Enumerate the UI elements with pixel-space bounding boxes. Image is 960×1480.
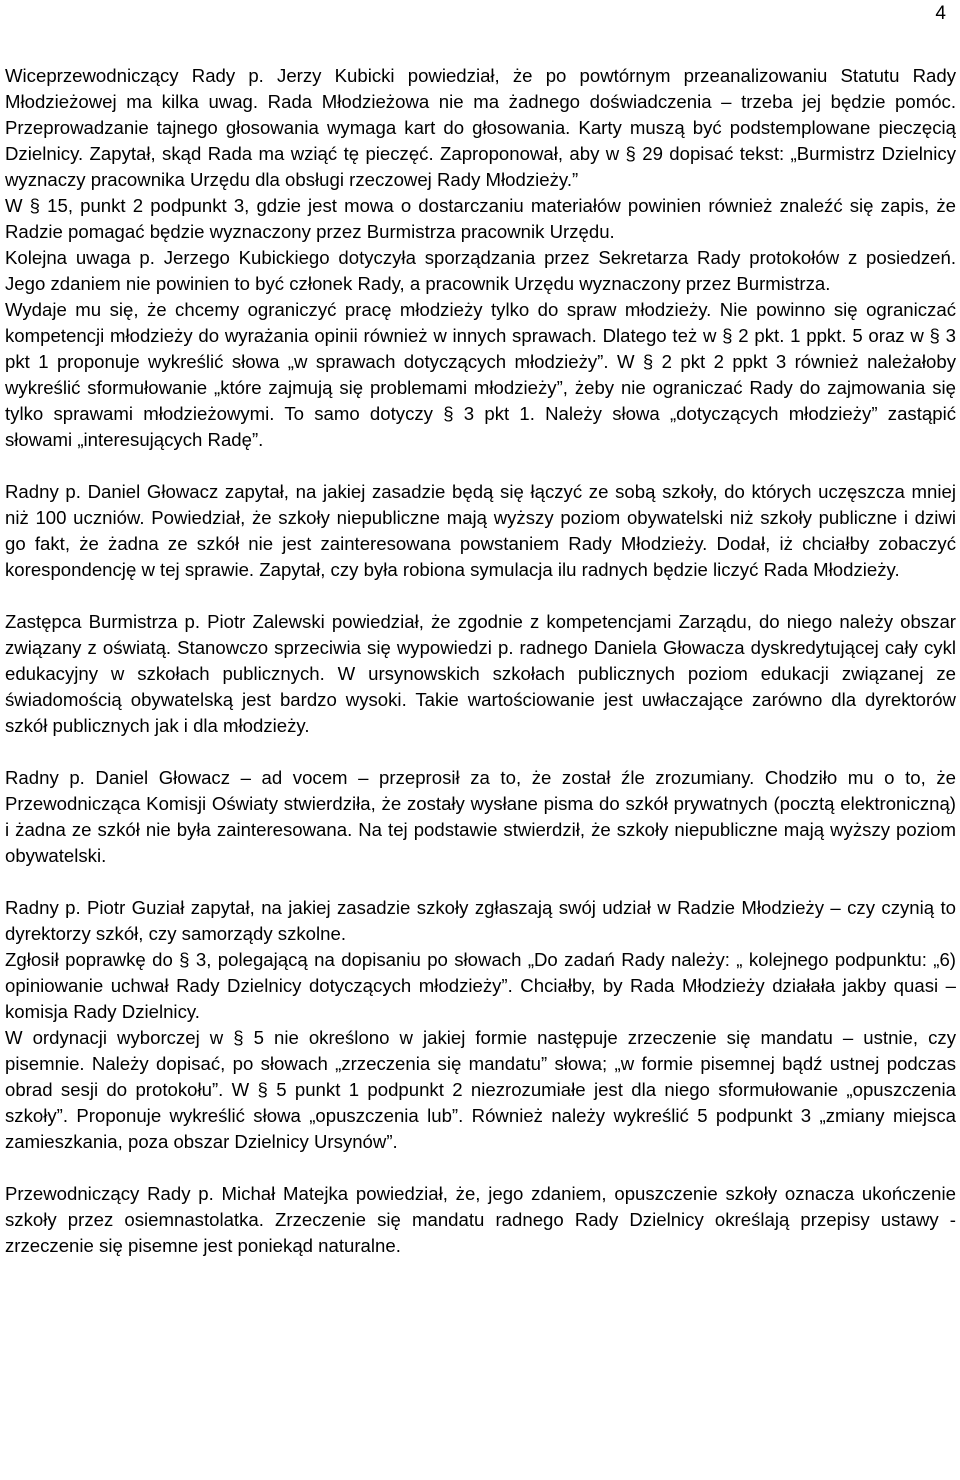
paragraph-spacer	[5, 869, 956, 895]
paragraph-spacer	[5, 739, 956, 765]
paragraph-spacer	[5, 453, 956, 479]
paragraph-zalewski: Zastępca Burmistrza p. Piotr Zalewski powiedział, że zgodnie z kompetencjami Zarządu, do niego należy obszar związany z oświatą. Stanowczo sprzeciwia się wypowiedzi p. radnego Daniela Głowacza dyskredytującej cały cykl edukacyjny w szkołach publicznych. W ursynowskich szkołach publicznych poziom edukacji związanej ze świadomością obywatelską jest bardzo wysoki. Takie wartościowanie jest uwłaczające zarówno dla dyrektorów szkół publicznych jak i dla młodzieży.	[5, 611, 956, 736]
page-number: 4	[935, 3, 946, 24]
paragraph-par15: W § 15, punkt 2 podpunkt 3, gdzie jest mowa o dostarczaniu materiałów powinien również znaleźć się zapis, że Radzie pomagać będzie wyznaczony przez Burmistrza pracownik Urzędu.	[5, 195, 956, 242]
paragraph-spacer	[5, 1155, 956, 1181]
paragraph-youth-scope: Wydaje mu się, że chcemy ograniczyć pracę młodzieży tylko do spraw młodzieży. Nie powinno się ograniczać kompetencji młodzieży do wyrażania opinii również w innych sprawach. Dlatego też w § 2 pkt. 1 ppkt. 5 oraz w § 3 pkt 1 proponuje wykreślić słowa „w sprawach dotyczących młodzieży”. W § 2 pkt 2 ppkt 3 również należałoby wykreślić sformułowanie „które zajmują się problemami młodzieży”, żeby nie ograniczać Rady do zajmowania się tylko sprawami młodzieżowymi. To samo dotyczy § 3 pkt 1. Należy słowa „dotyczących młodzieży” zastąpić słowami „interesujących Radę”.	[5, 299, 956, 450]
paragraph-kubicki-remarks: Wiceprzewodniczący Rady p. Jerzy Kubicki powiedział, że po powtórnym przeanalizowaniu Statutu Rady Młodzieżowej ma kilka uwag. Rada Młodzieżowa nie ma żadnego doświadczenia – trzeba jej będzie pomóc. Przeprowadzanie tajnego głosowania wymaga kart do głosowania. Karty muszą być podstemplowane pieczęcią Dzielnicy. Zapytał, skąd Rada ma wziąć tę pieczęć. Zaproponował, aby w § 29 dopisać tekst: „Burmistrz Dzielnicy wyznaczy pracownika Urzędu dla obsługi rzeczowej Rady Młodzieży.”	[5, 65, 956, 190]
paragraph-matejka: Przewodniczący Rady p. Michał Matejka powiedział, że, jego zdaniem, opuszczenie szkoły oznacza ukończenie szkoły przez osiemnastolatka. Zrzeczenie się mandatu radnego Rady Dzielnicy określają przepisy ustawy - zrzeczenie się pisemne jest poniekąd naturalne.	[5, 1183, 956, 1256]
paragraph-glowacz-question: Radny p. Daniel Głowacz zapytał, na jakiej zasadzie będą się łączyć ze sobą szkoły, do których uczęszcza mniej niż 100 uczniów. Powiedział, że szkoły niepubliczne mają wyższy poziom obywatelski niż szkoły publiczne i dziwi go fakt, że żadna ze szkół nie jest zainteresowana powstaniem Rady Młodzieży. Dodał, iż chciałby zobaczyć korespondencję w tej sprawie. Zapytał, czy była robiona symulacja ilu radnych będzie liczyć Rada Młodzieży.	[5, 481, 956, 580]
paragraph-electoral-rules: W ordynacji wyborczej w § 5 nie określono w jakiej formie następuje zrzeczenie się mandatu – ustnie, czy pisemnie. Należy dopisać, po słowach „zrzeczenia się mandatu” słowa; „w formie pisemnej bądź ustnej podczas obrad sesji do protokołu”. W § 5 punkt 1 podpunkt 2 niezrozumiałe jest dla niego sformułowanie „opuszczenia szkoły”. Proponuje wykreślić słowa „opuszczenia lub”. Również należy wykreślić 5 podpunkt 3 „zmiany miejsca zamieszkania, poza obszar Dzielnicy Ursynów”.	[5, 1027, 956, 1152]
paragraph-guzial-question: Radny p. Piotr Guział zapytał, na jakiej zasadzie szkoły zgłaszają swój udział w Radzie Młodzieży – czy czynią to dyrektorzy szkół, czy samorządy szkolne.	[5, 897, 956, 944]
paragraph-spacer	[5, 583, 956, 609]
paragraph-secretary: Kolejna uwaga p. Jerzego Kubickiego dotyczyła sporządzania przez Sekretarza Rady protokołów z posiedzeń. Jego zdaniem nie powinien to być członek Rady, a pracownik Urzędu wyznaczony przez Burmistrza.	[5, 247, 956, 294]
paragraph-glowacz-ad-vocem: Radny p. Daniel Głowacz – ad vocem – przeprosił za to, że został źle zrozumiany. Chodziło mu o to, że Przewodnicząca Komisji Oświaty stwierdziła, że zostały wysłane pisma do szkół prywatnych (pocztą elektroniczną) i żadna ze szkół nie była zainteresowana. Na tej podstawie stwierdził, że szkoły niepubliczne mają wyższy poziom obywatelski.	[5, 767, 956, 866]
document-body	[5, 63, 956, 1259]
paragraph-guzial-amendment: Zgłosił poprawkę do § 3, polegającą na dopisaniu po słowach „Do zadań Rady należy: „ kolejnego podpunktu: „6) opiniowanie uchwał Rady Dzielnicy dotyczących młodzieży”. Chciałby, by Rada Młodzieży działała jakby quasi – komisja Rady Dzielnicy.	[5, 949, 956, 1022]
